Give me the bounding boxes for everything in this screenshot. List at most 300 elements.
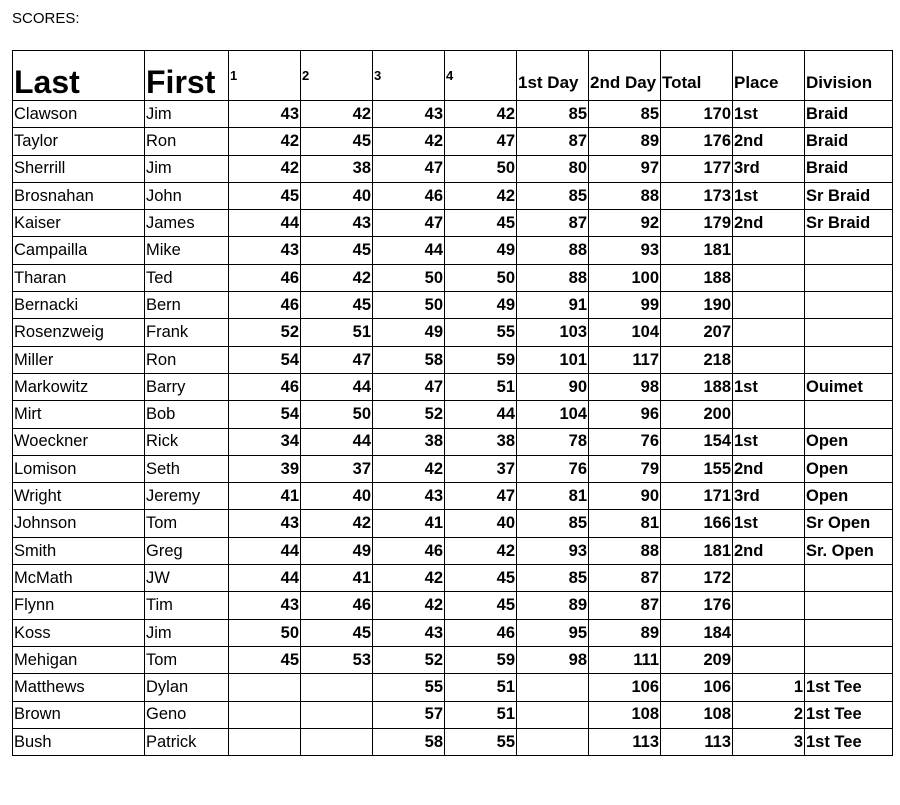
table-row: [13, 101, 893, 128]
cell-total: 173: [661, 182, 733, 209]
cell-last-name: Sherrill: [13, 155, 145, 182]
cell-division: Open: [805, 455, 893, 482]
cell-round-2: 40: [301, 483, 373, 510]
cell-first-day: 98: [517, 646, 589, 673]
cell-division: 1st Tee: [805, 701, 893, 728]
cell-first-name: Mike: [145, 237, 229, 264]
cell-round-1: 44: [229, 565, 301, 592]
cell-round-2: 43: [301, 210, 373, 237]
cell-division: Sr. Open: [805, 537, 893, 564]
cell-total: 209: [661, 646, 733, 673]
cell-total: 200: [661, 401, 733, 428]
cell-last-name: Kaiser: [13, 210, 145, 237]
cell-total: 188: [661, 264, 733, 291]
table-row: [13, 619, 893, 646]
cell-first-day: 87: [517, 128, 589, 155]
cell-total: 106: [661, 674, 733, 701]
cell-total: 179: [661, 210, 733, 237]
cell-round-3: 52: [373, 401, 445, 428]
cell-round-1: 43: [229, 592, 301, 619]
cell-first-name: Ron: [145, 346, 229, 373]
cell-last-name: McMath: [13, 565, 145, 592]
cell-place: [733, 264, 805, 291]
cell-first-name: Jim: [145, 101, 229, 128]
cell-first-day: [517, 674, 589, 701]
cell-division: Ouimet: [805, 373, 893, 400]
table-row: [13, 701, 893, 728]
header-round-2: 2: [301, 51, 373, 101]
cell-round-3: 43: [373, 619, 445, 646]
cell-second-day: 97: [589, 155, 661, 182]
cell-round-2: [301, 728, 373, 755]
cell-round-2: 53: [301, 646, 373, 673]
cell-round-1: 34: [229, 428, 301, 455]
cell-round-1: 41: [229, 483, 301, 510]
cell-first-name: Tom: [145, 510, 229, 537]
cell-second-day: 92: [589, 210, 661, 237]
cell-last-name: Smith: [13, 537, 145, 564]
cell-last-name: Clawson: [13, 101, 145, 128]
table-row: [13, 537, 893, 564]
cell-last-name: Brown: [13, 701, 145, 728]
cell-first-day: 76: [517, 455, 589, 482]
table-row: [13, 128, 893, 155]
cell-round-3: 57: [373, 701, 445, 728]
cell-round-3: 47: [373, 210, 445, 237]
cell-round-3: 42: [373, 565, 445, 592]
cell-round-4: 50: [445, 155, 517, 182]
cell-division: [805, 346, 893, 373]
cell-round-4: 42: [445, 537, 517, 564]
cell-place: 1st: [733, 101, 805, 128]
cell-first-name: Bern: [145, 292, 229, 319]
table-row: [13, 292, 893, 319]
cell-place: 2nd: [733, 455, 805, 482]
cell-first-day: 85: [517, 565, 589, 592]
cell-first-day: 81: [517, 483, 589, 510]
cell-division: 1st Tee: [805, 674, 893, 701]
cell-round-1: 43: [229, 510, 301, 537]
header-row: [13, 51, 893, 101]
cell-round-1: 44: [229, 210, 301, 237]
cell-second-day: 88: [589, 182, 661, 209]
cell-round-1: 46: [229, 264, 301, 291]
cell-round-4: 47: [445, 483, 517, 510]
cell-first-name: Dylan: [145, 674, 229, 701]
cell-total: 171: [661, 483, 733, 510]
cell-first-name: JW: [145, 565, 229, 592]
cell-last-name: Johnson: [13, 510, 145, 537]
cell-round-1: 46: [229, 373, 301, 400]
cell-round-2: 44: [301, 373, 373, 400]
header-round-4: 4: [445, 51, 517, 101]
table-row: [13, 319, 893, 346]
cell-round-1: 54: [229, 346, 301, 373]
cell-round-2: 45: [301, 292, 373, 319]
cell-first-name: Geno: [145, 701, 229, 728]
cell-round-2: 45: [301, 619, 373, 646]
header-round-3: 3: [373, 51, 445, 101]
cell-round-3: 41: [373, 510, 445, 537]
table-row: [13, 401, 893, 428]
header-2nd-day: 2nd Day: [589, 51, 661, 101]
cell-round-3: 44: [373, 237, 445, 264]
cell-total: 108: [661, 701, 733, 728]
cell-round-3: 50: [373, 292, 445, 319]
cell-place: 3: [733, 728, 805, 755]
cell-round-4: 51: [445, 701, 517, 728]
cell-round-1: 45: [229, 646, 301, 673]
cell-round-4: 47: [445, 128, 517, 155]
cell-round-2: 44: [301, 428, 373, 455]
cell-first-day: 103: [517, 319, 589, 346]
cell-round-1: 54: [229, 401, 301, 428]
cell-second-day: 90: [589, 483, 661, 510]
cell-total: 181: [661, 237, 733, 264]
cell-second-day: 96: [589, 401, 661, 428]
cell-place: [733, 646, 805, 673]
cell-place: 1st: [733, 510, 805, 537]
cell-first-day: 85: [517, 182, 589, 209]
cell-round-1: 43: [229, 237, 301, 264]
header-round-1: 1: [229, 51, 301, 101]
cell-place: [733, 292, 805, 319]
table-row: [13, 210, 893, 237]
cell-last-name: Tharan: [13, 264, 145, 291]
cell-first-name: Rick: [145, 428, 229, 455]
cell-round-3: 52: [373, 646, 445, 673]
cell-total: 172: [661, 565, 733, 592]
cell-first-day: 88: [517, 237, 589, 264]
cell-round-2: 42: [301, 264, 373, 291]
cell-round-2: 41: [301, 565, 373, 592]
cell-first-name: James: [145, 210, 229, 237]
cell-total: 190: [661, 292, 733, 319]
cell-first-day: [517, 701, 589, 728]
cell-round-1: [229, 701, 301, 728]
cell-second-day: 117: [589, 346, 661, 373]
cell-first-day: 95: [517, 619, 589, 646]
cell-total: 170: [661, 101, 733, 128]
table-row: [13, 565, 893, 592]
cell-round-1: [229, 674, 301, 701]
cell-round-2: 51: [301, 319, 373, 346]
cell-total: 188: [661, 373, 733, 400]
cell-total: 176: [661, 128, 733, 155]
cell-round-2: 42: [301, 101, 373, 128]
table-row: [13, 155, 893, 182]
cell-round-3: 47: [373, 155, 445, 182]
cell-round-4: 45: [445, 565, 517, 592]
cell-last-name: Woeckner: [13, 428, 145, 455]
cell-place: 1st: [733, 428, 805, 455]
table-row: [13, 674, 893, 701]
cell-last-name: Brosnahan: [13, 182, 145, 209]
cell-first-name: Bob: [145, 401, 229, 428]
cell-round-4: 44: [445, 401, 517, 428]
table-row: [13, 182, 893, 209]
cell-last-name: Campailla: [13, 237, 145, 264]
cell-first-day: 91: [517, 292, 589, 319]
cell-second-day: 111: [589, 646, 661, 673]
cell-division: [805, 292, 893, 319]
cell-round-2: 45: [301, 237, 373, 264]
cell-last-name: Koss: [13, 619, 145, 646]
cell-round-2: 50: [301, 401, 373, 428]
cell-division: Sr Open: [805, 510, 893, 537]
cell-round-1: 50: [229, 619, 301, 646]
cell-division: [805, 237, 893, 264]
cell-first-day: 87: [517, 210, 589, 237]
cell-first-name: Frank: [145, 319, 229, 346]
cell-round-4: 38: [445, 428, 517, 455]
cell-division: [805, 264, 893, 291]
cell-round-4: 59: [445, 346, 517, 373]
cell-division: Braid: [805, 101, 893, 128]
cell-round-4: 49: [445, 237, 517, 264]
cell-place: [733, 237, 805, 264]
page-title: SCORES:: [12, 10, 80, 27]
cell-last-name: Rosenzweig: [13, 319, 145, 346]
cell-division: [805, 401, 893, 428]
cell-division: Sr Braid: [805, 182, 893, 209]
table-row: [13, 428, 893, 455]
cell-total: 207: [661, 319, 733, 346]
cell-round-4: 51: [445, 674, 517, 701]
cell-round-2: 47: [301, 346, 373, 373]
cell-second-day: 85: [589, 101, 661, 128]
cell-round-2: 45: [301, 128, 373, 155]
cell-place: [733, 565, 805, 592]
cell-place: [733, 319, 805, 346]
cell-round-1: 43: [229, 101, 301, 128]
cell-division: [805, 319, 893, 346]
cell-second-day: 108: [589, 701, 661, 728]
cell-first-day: [517, 728, 589, 755]
cell-round-1: 52: [229, 319, 301, 346]
cell-round-4: 45: [445, 210, 517, 237]
cell-second-day: 113: [589, 728, 661, 755]
header-division: Division: [805, 51, 893, 101]
cell-round-2: 37: [301, 455, 373, 482]
cell-second-day: 87: [589, 592, 661, 619]
cell-round-2: 42: [301, 510, 373, 537]
cell-round-2: [301, 701, 373, 728]
cell-second-day: 89: [589, 619, 661, 646]
cell-last-name: Miller: [13, 346, 145, 373]
cell-second-day: 104: [589, 319, 661, 346]
cell-second-day: 79: [589, 455, 661, 482]
cell-round-1: 42: [229, 155, 301, 182]
cell-first-name: Tim: [145, 592, 229, 619]
cell-round-4: 55: [445, 728, 517, 755]
cell-round-1: [229, 728, 301, 755]
cell-first-name: Barry: [145, 373, 229, 400]
cell-round-4: 37: [445, 455, 517, 482]
cell-place: 2: [733, 701, 805, 728]
cell-first-day: 85: [517, 510, 589, 537]
cell-first-day: 80: [517, 155, 589, 182]
cell-round-3: 46: [373, 537, 445, 564]
cell-round-3: 42: [373, 455, 445, 482]
cell-round-4: 50: [445, 264, 517, 291]
cell-total: 176: [661, 592, 733, 619]
cell-total: 181: [661, 537, 733, 564]
cell-place: 2nd: [733, 210, 805, 237]
cell-first-name: Patrick: [145, 728, 229, 755]
cell-round-3: 58: [373, 346, 445, 373]
cell-division: [805, 592, 893, 619]
cell-total: 166: [661, 510, 733, 537]
cell-total: 218: [661, 346, 733, 373]
cell-round-3: 49: [373, 319, 445, 346]
cell-round-4: 59: [445, 646, 517, 673]
cell-last-name: Matthews: [13, 674, 145, 701]
cell-round-1: 46: [229, 292, 301, 319]
cell-round-3: 42: [373, 592, 445, 619]
cell-first-name: Seth: [145, 455, 229, 482]
cell-second-day: 100: [589, 264, 661, 291]
cell-round-4: 42: [445, 182, 517, 209]
cell-total: 177: [661, 155, 733, 182]
cell-last-name: Bernacki: [13, 292, 145, 319]
cell-place: 3rd: [733, 483, 805, 510]
cell-first-day: 90: [517, 373, 589, 400]
table-row: [13, 346, 893, 373]
cell-first-day: 88: [517, 264, 589, 291]
table-row: [13, 237, 893, 264]
cell-round-3: 38: [373, 428, 445, 455]
cell-division: Braid: [805, 128, 893, 155]
cell-second-day: 76: [589, 428, 661, 455]
cell-last-name: Bush: [13, 728, 145, 755]
cell-last-name: Markowitz: [13, 373, 145, 400]
header-last: Last: [13, 51, 145, 101]
table-row: [13, 455, 893, 482]
cell-round-4: 40: [445, 510, 517, 537]
header-1st-day: 1st Day: [517, 51, 589, 101]
cell-first-day: 101: [517, 346, 589, 373]
cell-round-3: 42: [373, 128, 445, 155]
cell-second-day: 89: [589, 128, 661, 155]
cell-first-name: Ron: [145, 128, 229, 155]
cell-round-1: 39: [229, 455, 301, 482]
cell-round-3: 50: [373, 264, 445, 291]
cell-round-2: 38: [301, 155, 373, 182]
cell-second-day: 81: [589, 510, 661, 537]
cell-round-3: 43: [373, 101, 445, 128]
cell-total: 184: [661, 619, 733, 646]
cell-place: 1st: [733, 182, 805, 209]
cell-division: Open: [805, 483, 893, 510]
cell-last-name: Taylor: [13, 128, 145, 155]
cell-place: [733, 401, 805, 428]
cell-round-4: 42: [445, 101, 517, 128]
cell-total: 155: [661, 455, 733, 482]
header-first: First: [145, 51, 229, 101]
cell-place: 3rd: [733, 155, 805, 182]
cell-round-3: 47: [373, 373, 445, 400]
table-row: [13, 592, 893, 619]
cell-last-name: Lomison: [13, 455, 145, 482]
cell-division: Braid: [805, 155, 893, 182]
cell-second-day: 88: [589, 537, 661, 564]
cell-second-day: 87: [589, 565, 661, 592]
cell-division: Open: [805, 428, 893, 455]
cell-first-day: 89: [517, 592, 589, 619]
cell-place: [733, 592, 805, 619]
cell-round-3: 43: [373, 483, 445, 510]
cell-last-name: Mehigan: [13, 646, 145, 673]
header-total: Total: [661, 51, 733, 101]
cell-round-2: 40: [301, 182, 373, 209]
cell-round-3: 55: [373, 674, 445, 701]
cell-division: [805, 619, 893, 646]
cell-round-2: 46: [301, 592, 373, 619]
cell-division: 1st Tee: [805, 728, 893, 755]
cell-round-1: 45: [229, 182, 301, 209]
cell-division: [805, 565, 893, 592]
cell-round-2: [301, 674, 373, 701]
cell-first-day: 78: [517, 428, 589, 455]
table-row: [13, 264, 893, 291]
table-row: [13, 728, 893, 755]
table-row: [13, 373, 893, 400]
cell-first-name: Greg: [145, 537, 229, 564]
cell-total: 113: [661, 728, 733, 755]
cell-total: 154: [661, 428, 733, 455]
cell-first-day: 93: [517, 537, 589, 564]
cell-second-day: 99: [589, 292, 661, 319]
cell-first-name: Jeremy: [145, 483, 229, 510]
cell-first-name: Ted: [145, 264, 229, 291]
cell-place: 1: [733, 674, 805, 701]
cell-first-name: Tom: [145, 646, 229, 673]
cell-first-day: 104: [517, 401, 589, 428]
cell-division: Sr Braid: [805, 210, 893, 237]
table-row: [13, 483, 893, 510]
scores-table: [12, 50, 893, 756]
cell-place: 2nd: [733, 128, 805, 155]
cell-round-4: 51: [445, 373, 517, 400]
cell-last-name: Mirt: [13, 401, 145, 428]
cell-place: [733, 346, 805, 373]
header-place: Place: [733, 51, 805, 101]
cell-division: [805, 646, 893, 673]
cell-round-1: 42: [229, 128, 301, 155]
cell-round-4: 45: [445, 592, 517, 619]
cell-last-name: Flynn: [13, 592, 145, 619]
cell-round-4: 55: [445, 319, 517, 346]
table-row: [13, 646, 893, 673]
cell-first-name: Jim: [145, 155, 229, 182]
cell-first-name: Jim: [145, 619, 229, 646]
cell-round-2: 49: [301, 537, 373, 564]
table-row: [13, 510, 893, 537]
cell-first-day: 85: [517, 101, 589, 128]
cell-last-name: Wright: [13, 483, 145, 510]
cell-place: 2nd: [733, 537, 805, 564]
cell-round-4: 49: [445, 292, 517, 319]
cell-round-3: 46: [373, 182, 445, 209]
cell-round-1: 44: [229, 537, 301, 564]
cell-place: [733, 619, 805, 646]
cell-round-4: 46: [445, 619, 517, 646]
cell-second-day: 106: [589, 674, 661, 701]
cell-place: 1st: [733, 373, 805, 400]
cell-second-day: 98: [589, 373, 661, 400]
cell-first-name: John: [145, 182, 229, 209]
